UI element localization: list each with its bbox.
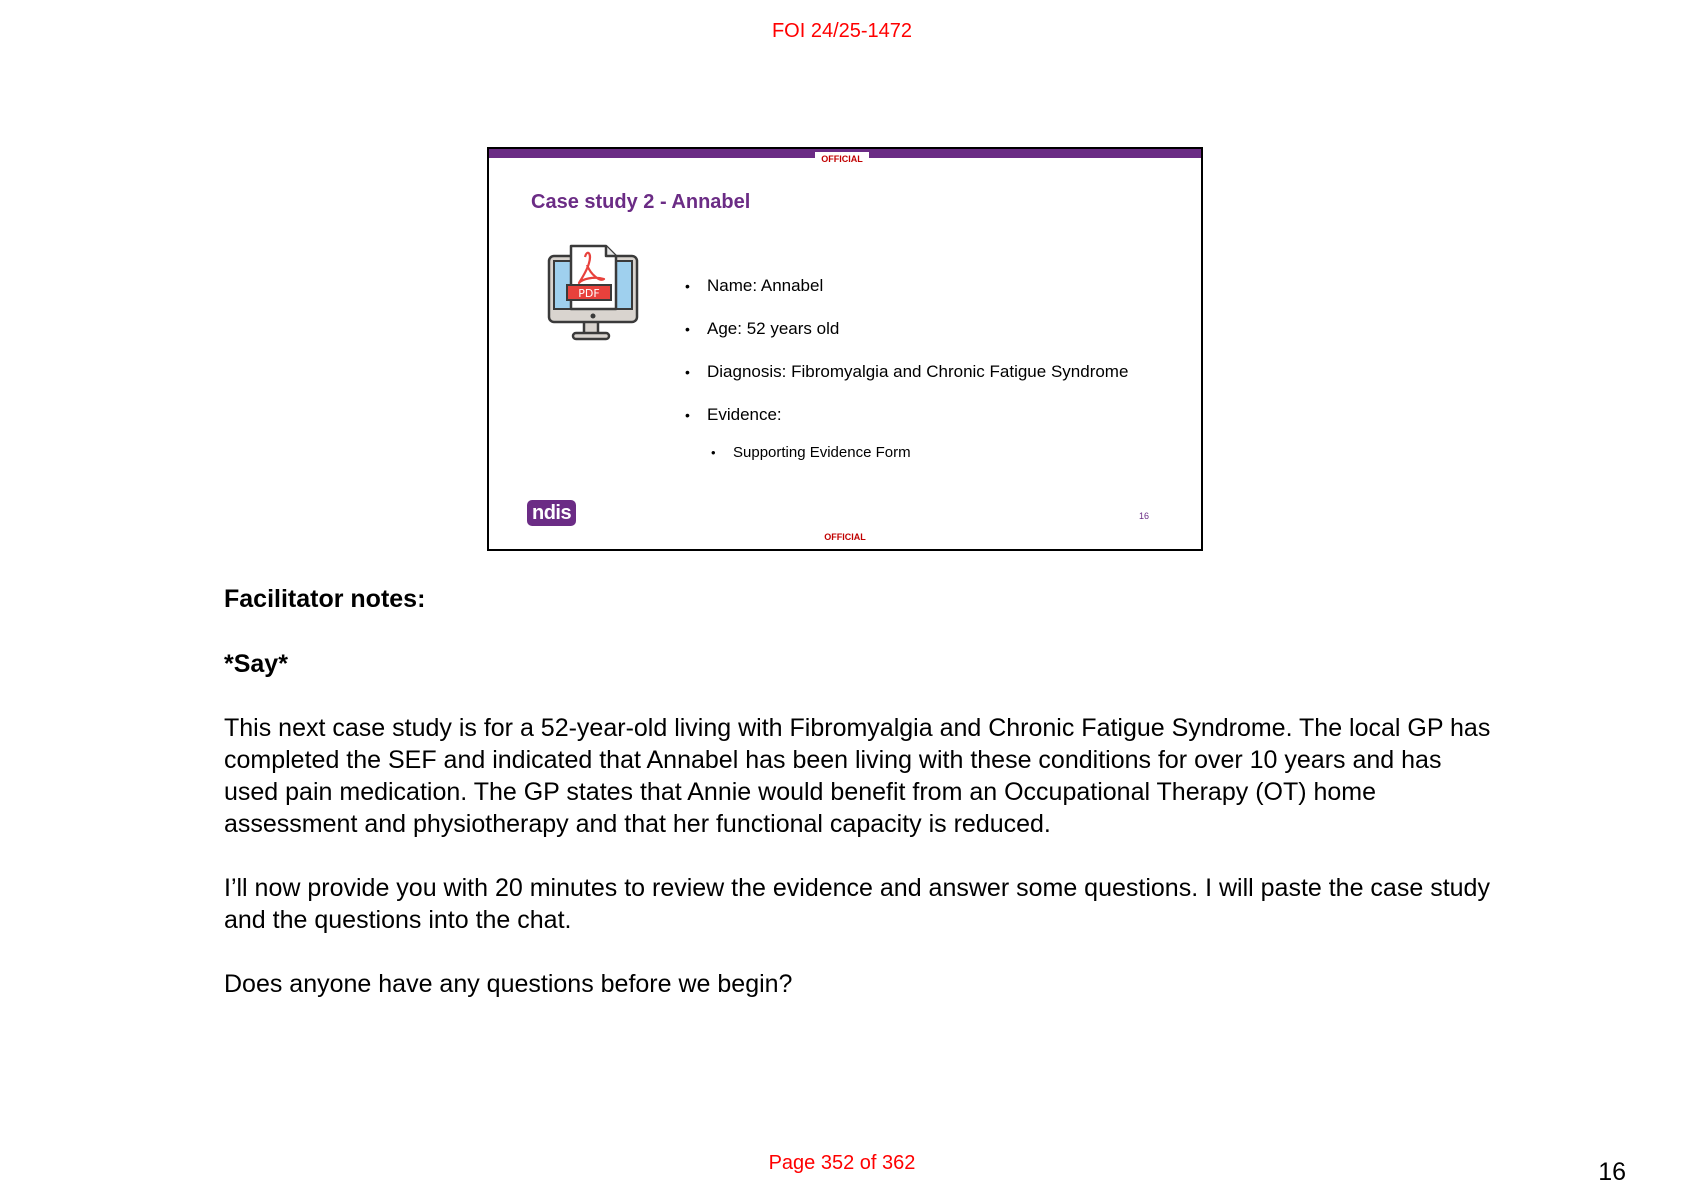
sub-list-item: • Supporting Evidence Form: [711, 443, 1128, 463]
page-counter: Page 352 of 362: [768, 1152, 916, 1174]
slide-thumbnail: [487, 147, 1203, 551]
slide-title: Case study 2 - Annabel: [531, 191, 751, 213]
page-number: 16: [1598, 1158, 1626, 1186]
ndis-logo: ndis: [527, 500, 576, 526]
pdf-icon-label: PDF: [578, 287, 600, 300]
evidence-label: Evidence:: [707, 405, 782, 424]
official-marking-bottom: OFFICIAL: [824, 532, 866, 542]
notes-paragraph: This next case study is for a 52-year-old living with Fibromyalgia and Chronic Fatigue Syndrome. The local GP has completed the SEF and indicated that Annabel has been living with these conditions for over 10 years and has used pain medication. The GP states that Annie would benefit from an Occupational Therapy (OT) home assessment and physiotherapy and that her functional capacity is reduced.: [224, 714, 1491, 838]
case-details-list: [685, 275, 1128, 463]
foi-reference: FOI 24/25-1472: [771, 20, 913, 42]
list-item: • Diagnosis: Fibromyalgia and Chronic Fatigue Syndrome: [685, 361, 1128, 383]
say-label: *Say*: [224, 650, 288, 678]
facilitator-notes-heading: Facilitator notes:: [224, 585, 426, 613]
notes-paragraph: I’ll now provide you with 20 minutes to review the evidence and answer some questions. I will paste the case study and the questions into the chat.: [224, 874, 1490, 934]
notes-paragraph: Does anyone have any questions before we begin?: [224, 970, 793, 998]
official-marking-top: OFFICIAL: [815, 152, 869, 166]
pdf-monitor-icon: [546, 243, 640, 343]
slide-number: 16: [1139, 511, 1150, 521]
list-item-evidence: [685, 404, 1128, 463]
list-item: • Name: Annabel: [685, 275, 1128, 297]
list-item: • Age: 52 years old: [685, 318, 1128, 340]
evidence-sub-list: [707, 443, 1128, 463]
